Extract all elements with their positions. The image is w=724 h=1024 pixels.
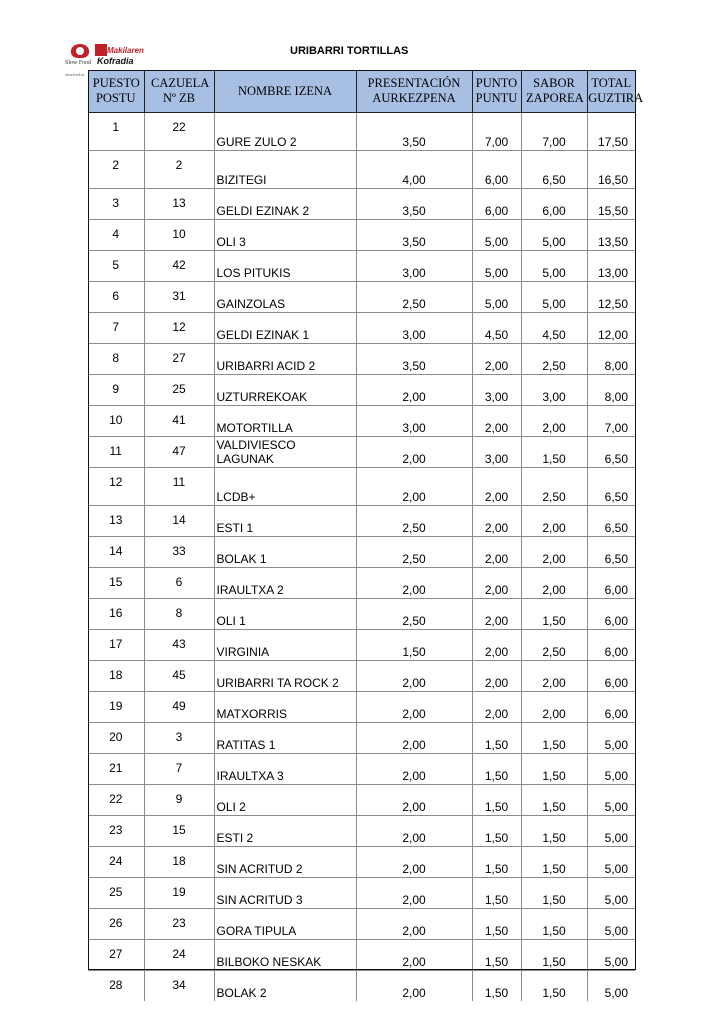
table-row (88, 909, 635, 940)
cell-puesto: 26 (88, 909, 144, 940)
cell-total: 5,00 (587, 847, 635, 878)
cell-sabor: 1,50 (521, 816, 587, 847)
table-row (88, 537, 635, 568)
cell-total: 8,00 (587, 344, 635, 375)
table-row (88, 113, 635, 151)
cell-puesto: 21 (88, 754, 144, 785)
kofradia-logo-brand: Makilaren (107, 46, 144, 55)
cell-nombre: IRAULTXA 2 (214, 568, 356, 599)
cell-puesto: 18 (88, 661, 144, 692)
cell-presentacion: 2,00 (356, 909, 472, 940)
cell-puesto: 2 (88, 151, 144, 189)
cell-presentacion: 2,00 (356, 692, 472, 723)
table-row (88, 847, 635, 878)
cell-total: 6,00 (587, 599, 635, 630)
cell-presentacion: 2,50 (356, 537, 472, 568)
cell-sabor: 5,00 (521, 251, 587, 282)
cell-nombre: VALDIVIESCO LAGUNAK (214, 437, 356, 468)
cell-punto: 2,00 (472, 661, 521, 692)
cell-total: 17,50 (587, 113, 635, 151)
cell-sabor: 2,00 (521, 537, 587, 568)
cell-nombre: BOLAK 2 (214, 971, 356, 1002)
cell-puesto: 11 (88, 437, 144, 468)
cell-punto: 1,50 (472, 878, 521, 909)
cell-sabor: 2,50 (521, 630, 587, 661)
cell-cazuela: 8 (144, 599, 214, 630)
table-row (88, 468, 635, 506)
table-row (88, 437, 635, 468)
table-row (88, 599, 635, 630)
cell-puesto: 1 (88, 113, 144, 151)
cell-nombre: GAINZOLAS (214, 282, 356, 313)
cell-sabor: 6,00 (521, 189, 587, 220)
cell-total: 12,00 (587, 313, 635, 344)
cell-punto: 2,00 (472, 537, 521, 568)
cell-sabor: 2,00 (521, 661, 587, 692)
cell-puesto: 27 (88, 940, 144, 971)
header-total (587, 70, 644, 113)
cell-nombre: BIZITEGI (214, 151, 356, 189)
cell-total: 5,00 (604, 986, 628, 1000)
cell-cazuela: 45 (144, 661, 214, 692)
slow-food-logo-text: Slow Food (65, 60, 92, 66)
results-table (88, 70, 644, 1001)
table-row (88, 971, 635, 1002)
cell-punto: 2,00 (472, 506, 521, 537)
cell-puesto: 12 (88, 468, 144, 506)
table-row (88, 313, 635, 344)
cell-puesto: 3 (88, 189, 144, 220)
makila-icon (95, 44, 107, 56)
cell-punto: 3,00 (472, 437, 521, 468)
cell-sabor: 2,50 (521, 344, 587, 375)
table-row (88, 878, 635, 909)
cell-total: 12,50 (587, 282, 635, 313)
table-row (88, 940, 635, 971)
cell-punto: 1,50 (472, 940, 521, 971)
cell-puesto: 4 (88, 220, 144, 251)
table-row (88, 282, 635, 313)
cell-cazuela: 11 (144, 468, 214, 506)
kofradia-logo-sub: Kofradia (97, 56, 134, 66)
cell-presentacion: 2,00 (356, 437, 472, 468)
cell-total: 6,50 (587, 437, 635, 468)
cell-puesto: 25 (88, 878, 144, 909)
cell-punto: 2,00 (472, 599, 521, 630)
table-row (88, 189, 635, 220)
cell-total: 5,00 (587, 940, 635, 971)
cell-punto: 6,00 (472, 151, 521, 189)
cell-punto: 1,50 (472, 847, 521, 878)
cell-nombre: BOLAK 1 (214, 537, 356, 568)
cell-nombre: SIN ACRITUD 3 (214, 878, 356, 909)
table-row (88, 661, 635, 692)
cell-cazuela: 19 (144, 878, 214, 909)
table-row (88, 568, 635, 599)
cell-sabor: 1,50 (521, 940, 587, 971)
cell-total: 6,50 (587, 468, 635, 506)
table-row (88, 754, 635, 785)
cell-cazuela: 12 (144, 313, 214, 344)
cell-punto: 5,00 (472, 251, 521, 282)
cell-puesto: 5 (88, 251, 144, 282)
cell-sabor: 1,50 (521, 909, 587, 940)
cell-nombre: LCDB+ (214, 468, 356, 506)
cell-total: 5,00 (587, 754, 635, 785)
cell-cazuela: 42 (144, 251, 214, 282)
cell-presentacion: 2,00 (356, 940, 472, 971)
cell-total: 13,50 (587, 220, 635, 251)
cell-puesto: 20 (88, 723, 144, 754)
cell-punto: 1,50 (472, 723, 521, 754)
header-cazuela (144, 70, 214, 113)
cell-nombre: MOTORTILLA (214, 406, 356, 437)
table-row (88, 816, 635, 847)
cell-nombre: ESTI 1 (214, 506, 356, 537)
cell-cazuela: 49 (144, 692, 214, 723)
cell-cazuela: 15 (144, 816, 214, 847)
cell-punto: 2,00 (472, 406, 521, 437)
header-sabor-label: SABOR ZAPOREA (526, 76, 584, 105)
cell-presentacion: 3,00 (356, 313, 472, 344)
cell-sabor: 1,50 (521, 785, 587, 816)
cell-sabor: 5,00 (521, 282, 587, 313)
cell-punto: 7,00 (472, 113, 521, 151)
cell-puesto: 23 (88, 816, 144, 847)
cell-cazuela: 23 (144, 909, 214, 940)
cell-presentacion: 1,50 (356, 630, 472, 661)
cell-nombre: SIN ACRITUD 2 (214, 847, 356, 878)
header-punto-label: PUNTO PUNTU (475, 76, 518, 105)
cell-puesto: 9 (88, 375, 144, 406)
cell-cazuela: 18 (144, 847, 214, 878)
cell-total: 6,00 (587, 630, 635, 661)
cell-puesto: 24 (88, 847, 144, 878)
header-nombre-label: NOMBRE IZENA (237, 83, 333, 98)
header-puesto-label: PUESTO POSTU (92, 76, 140, 105)
cell-punto: 5,00 (472, 220, 521, 251)
cell-sabor: 5,00 (521, 220, 587, 251)
cell-presentacion: 2,00 (356, 878, 472, 909)
cell-sabor: 1,50 (521, 599, 587, 630)
table-row (88, 723, 635, 754)
cell-sabor: 1,50 (521, 754, 587, 785)
cell-sabor: 1,50 (521, 437, 587, 468)
page-title: URIBARRI TORTILLAS (290, 45, 409, 57)
cell-cazuela: 2 (144, 151, 214, 189)
cell-presentacion: 2,00 (356, 568, 472, 599)
cell-presentacion: 3,00 (356, 406, 472, 437)
cell-nombre: RATITAS 1 (214, 723, 356, 754)
cell-presentacion: 2,00 (356, 847, 472, 878)
cell-nombre: BILBOKO NESKAK (214, 940, 356, 971)
table-header (88, 70, 644, 113)
cell-nombre: URIBARRI TA ROCK 2 (214, 661, 356, 692)
cell-sabor: 2,50 (521, 468, 587, 506)
cell-cazuela: 43 (144, 630, 214, 661)
cell-puesto: 22 (88, 785, 144, 816)
cell-sabor: 7,00 (521, 113, 587, 151)
cell-punto: 2,00 (472, 630, 521, 661)
cell-total: 13,00 (587, 251, 635, 282)
cell-punto: 3,00 (472, 375, 521, 406)
cell-cazuela: 9 (144, 785, 214, 816)
cell-sabor: 1,50 (521, 878, 587, 909)
table-row (88, 151, 635, 189)
cell-total: 5,00 (587, 816, 635, 847)
cell-nombre: OLI 1 (214, 599, 356, 630)
cell-total: 5,00 (587, 723, 635, 754)
cell-punto: 6,00 (472, 189, 521, 220)
cell-cazuela: 34 (144, 971, 214, 1002)
cell-total: 7,00 (587, 406, 635, 437)
cell-puesto: 16 (88, 599, 144, 630)
cell-presentacion: 2,00 (356, 661, 472, 692)
cell-puesto: 19 (88, 692, 144, 723)
cell-presentacion: 2,00 (356, 785, 472, 816)
table-row (88, 375, 635, 406)
cell-presentacion: 2,00 (356, 723, 472, 754)
cell-puesto: 15 (88, 568, 144, 599)
header-puesto (88, 70, 144, 113)
cell-sabor: 3,00 (521, 375, 587, 406)
cell-sabor: 4,50 (521, 313, 587, 344)
cell-presentacion: 4,00 (356, 151, 472, 189)
table-row (88, 785, 635, 816)
cell-total: 5,00 (587, 878, 635, 909)
cell-presentacion: 2,00 (356, 375, 472, 406)
cell-cazuela: 13 (144, 189, 214, 220)
header-nombre (214, 70, 356, 113)
cell-punto: 1,50 (472, 909, 521, 940)
cell-total: 6,00 (587, 568, 635, 599)
cell-total: 8,00 (587, 375, 635, 406)
cell-nombre: GELDI EZINAK 1 (214, 313, 356, 344)
cell-punto: 1,50 (472, 971, 521, 1002)
snail-icon (71, 44, 89, 58)
table-body (88, 113, 635, 1002)
cell-punto: 1,50 (472, 785, 521, 816)
cell-presentacion: 2,50 (356, 506, 472, 537)
header-punto (472, 70, 521, 113)
cell-sabor: 2,00 (521, 506, 587, 537)
header-cazuela-label: CAZUELA Nº ZB (151, 76, 210, 105)
cell-nombre: VIRGINIA (214, 630, 356, 661)
cell-puesto: 17 (88, 630, 144, 661)
cell-presentacion: 3,50 (356, 220, 472, 251)
cell-presentacion: 3,00 (356, 251, 472, 282)
cell-nombre: URIBARRI ACID 2 (214, 344, 356, 375)
cell-presentacion: 3,50 (356, 344, 472, 375)
cell-punto: 2,00 (472, 468, 521, 506)
cell-presentacion: 2,50 (356, 599, 472, 630)
cell-total: 6,00 (587, 692, 635, 723)
cell-cazuela: 7 (144, 754, 214, 785)
cell-punto: 2,00 (472, 568, 521, 599)
cell-presentacion: 2,00 (356, 754, 472, 785)
cell-puesto: 10 (88, 406, 144, 437)
cell-puesto: 8 (88, 344, 144, 375)
cell-cazuela: 6 (144, 568, 214, 599)
cell-punto: 5,00 (472, 282, 521, 313)
slow-food-logo-url: slowfood.es (65, 72, 85, 77)
table-row (88, 344, 635, 375)
table-row (88, 220, 635, 251)
cell-total: 5,00 (587, 909, 635, 940)
cell-presentacion: 3,50 (356, 189, 472, 220)
cell-puesto: 6 (88, 282, 144, 313)
cell-presentacion: 3,50 (356, 113, 472, 151)
cell-puesto: 7 (88, 313, 144, 344)
table-row (88, 506, 635, 537)
cell-cazuela: 31 (144, 282, 214, 313)
header-presentacion (356, 70, 472, 113)
cell-total: 16,50 (587, 151, 635, 189)
cell-presentacion: 2,00 (356, 468, 472, 506)
cell-cazuela: 14 (144, 506, 214, 537)
cell-puesto: 14 (88, 537, 144, 568)
cell-punto: 2,00 (472, 344, 521, 375)
cell-puesto: 28 (88, 971, 144, 1002)
table-row (88, 630, 635, 661)
cell-cazuela: 25 (144, 375, 214, 406)
cell-sabor: 1,50 (521, 847, 587, 878)
cell-nombre: GURE ZULO 2 (214, 113, 356, 151)
cell-sabor: 6,50 (521, 151, 587, 189)
cell-nombre: OLI 2 (214, 785, 356, 816)
table-row (88, 692, 635, 723)
header-presentacion-label: PRESENTACIÓN AURKEZPENA (367, 76, 461, 105)
cell-total: 5,00 (587, 785, 635, 816)
cell-cazuela: 27 (144, 344, 214, 375)
cell-nombre: UZTURREKOAK (214, 375, 356, 406)
header-total-label: TOTAL GUZTIRA (588, 76, 644, 105)
cell-puesto: 13 (88, 506, 144, 537)
cell-total: 15,50 (587, 189, 635, 220)
cell-cazuela: 22 (144, 113, 214, 151)
cell-nombre: LOS PITUKIS (214, 251, 356, 282)
cell-sabor: 2,00 (521, 406, 587, 437)
cell-sabor: 1,50 (521, 971, 587, 1002)
cell-cazuela: 41 (144, 406, 214, 437)
cell-sabor: 1,50 (521, 723, 587, 754)
cell-total: 6,50 (587, 537, 635, 568)
cell-nombre: OLI 3 (214, 220, 356, 251)
cell-presentacion: 2,00 (356, 816, 472, 847)
cell-total: 6,00 (587, 661, 635, 692)
cell-cazuela: 24 (144, 940, 214, 971)
table-row (88, 406, 635, 437)
cell-cazuela: 3 (144, 723, 214, 754)
cell-cazuela: 47 (144, 437, 214, 468)
cell-punto: 4,50 (472, 313, 521, 344)
cell-punto: 1,50 (472, 816, 521, 847)
table-row (88, 251, 635, 282)
cell-total: 6,50 (587, 506, 635, 537)
cell-cazuela: 10 (144, 220, 214, 251)
cell-punto: 1,50 (472, 754, 521, 785)
header-sabor (521, 70, 587, 113)
cell-nombre: GELDI EZINAK 2 (214, 189, 356, 220)
cell-presentacion: 2,00 (356, 971, 472, 1002)
cell-cazuela: 33 (144, 537, 214, 568)
cell-nombre: MATXORRIS (214, 692, 356, 723)
cell-nombre: GORA TIPULA (214, 909, 356, 940)
cell-nombre: IRAULTXA 3 (214, 754, 356, 785)
cell-sabor: 2,00 (521, 692, 587, 723)
cell-presentacion: 2,50 (356, 282, 472, 313)
cell-sabor: 2,00 (521, 568, 587, 599)
cell-nombre: ESTI 2 (214, 816, 356, 847)
cell-punto: 2,00 (472, 692, 521, 723)
